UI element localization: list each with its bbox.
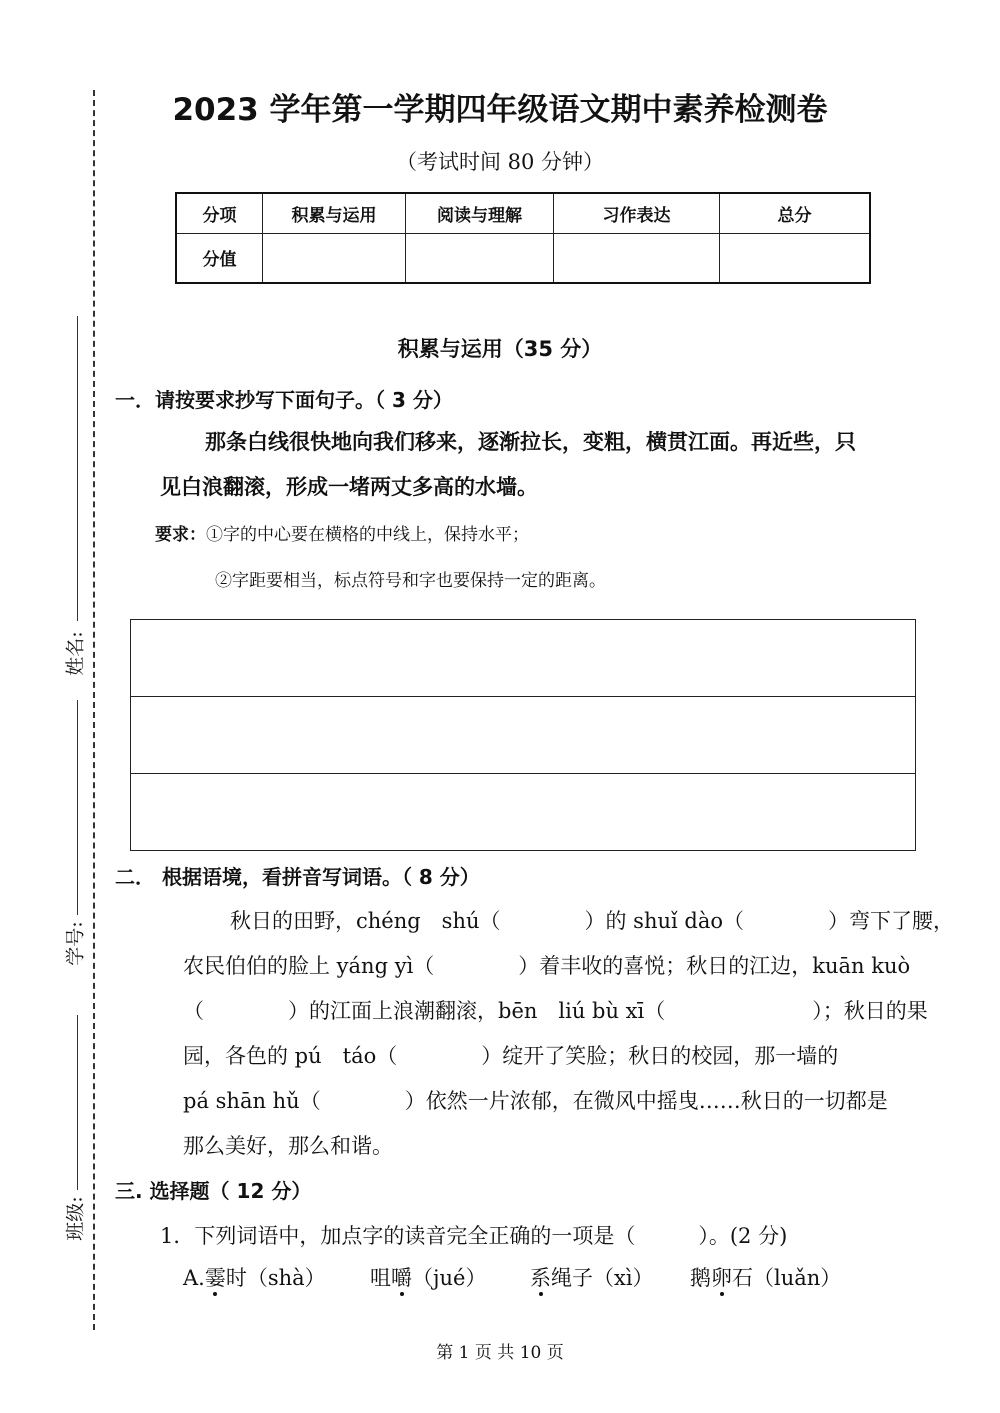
- writing-area[interactable]: [130, 619, 916, 851]
- dotted-char: 卵: [711, 1266, 732, 1290]
- writing-line: [131, 773, 915, 774]
- dotted-char: 霎: [204, 1266, 226, 1290]
- binding-dashed-line: [93, 90, 95, 1330]
- score-cell-total[interactable]: [720, 233, 871, 283]
- q3-option-word-3: 系绳子（xì）: [530, 1266, 654, 1290]
- score-header-writing: 习作表达: [554, 193, 720, 233]
- dotted-char: 系: [530, 1266, 551, 1290]
- score-header-accumulation: 积累与运用: [263, 193, 406, 233]
- score-header-item: 分项: [176, 193, 263, 233]
- score-cell-accumulation[interactable]: [263, 233, 406, 283]
- q2-line: 农民伯伯的脸上 yáng yì（ ）着丰收的喜悦；秋日的江边，kuān kuò: [183, 954, 911, 978]
- student-id-underline: [77, 700, 78, 915]
- q3-option-word-2: 咀嚼（jué）: [370, 1266, 487, 1290]
- score-cell-reading[interactable]: [406, 233, 554, 283]
- q2-line: （ ）的江面上浪潮翻滚，bēn liú bù xī（ ）；秋日的果: [183, 999, 928, 1023]
- q2-line: 那么美好，那么和谐。: [183, 1134, 393, 1158]
- page-number: 第 1 页 共 10 页: [436, 1343, 564, 1363]
- q1-requirement-2: ②字距要相当，标点符号和字也要保持一定的距离。: [215, 571, 606, 591]
- q2-line: 园，各色的 pú táo（ ）绽开了笑脸；秋日的校园，那一墙的: [183, 1044, 839, 1068]
- section-title: 积累与运用（35 分）: [397, 337, 603, 361]
- score-row-label: 分值: [176, 233, 263, 283]
- score-table: [175, 192, 871, 284]
- exam-title: 2023 学年第一学期四年级语文期中素养检测卷: [172, 92, 828, 128]
- dotted-char: 嚼: [391, 1266, 412, 1290]
- q3-option-a: A.霎时（shà）: [183, 1266, 326, 1290]
- q1-heading: 一．请按要求抄写下面句子。（ 3 分）: [115, 388, 453, 412]
- q3-option-word-4: 鹅卵石（luǎn）: [690, 1266, 842, 1290]
- score-header-reading: 阅读与理解: [406, 193, 554, 233]
- q1-requirement-1-text: ①字的中心要在横格的中线上，保持水平；: [206, 525, 529, 545]
- student-id-label: 学号:: [64, 921, 87, 966]
- q1-requirement-1: [155, 520, 529, 545]
- exam-duration: （考试时间 80 分钟）: [395, 150, 605, 174]
- score-header-total: 总分: [720, 193, 871, 233]
- q1-sentence-line2: 见白浪翻滚，形成一堵两丈多高的水墙。: [160, 475, 538, 499]
- q1-requirement-label: 要求：: [155, 525, 206, 545]
- q2-line: 秋日的田野，chéng shú（ ）的 shuǐ dào（ ）弯下了腰，: [230, 909, 955, 933]
- score-cell-writing[interactable]: [554, 233, 720, 283]
- q1-sentence-line1: 那条白线很快地向我们移来，逐渐拉长，变粗，横贯江面。再近些，只: [205, 430, 856, 454]
- q3-item-1: 1．下列词语中，加点字的读音完全正确的一项是（ ）。(2 分): [160, 1224, 788, 1248]
- class-label: 班级:: [64, 1196, 87, 1241]
- name-label: 姓名:: [64, 631, 87, 676]
- class-underline: [77, 1015, 78, 1190]
- writing-line: [131, 696, 915, 697]
- q3-heading: 三. 选择题（ 12 分）: [115, 1179, 312, 1203]
- q2-heading: 二． 根据语境，看拼音写词语。（ 8 分）: [115, 865, 480, 889]
- q2-line: pá shān hǔ（ ）依然一片浓郁，在微风中摇曳……秋日的一切都是: [183, 1089, 888, 1113]
